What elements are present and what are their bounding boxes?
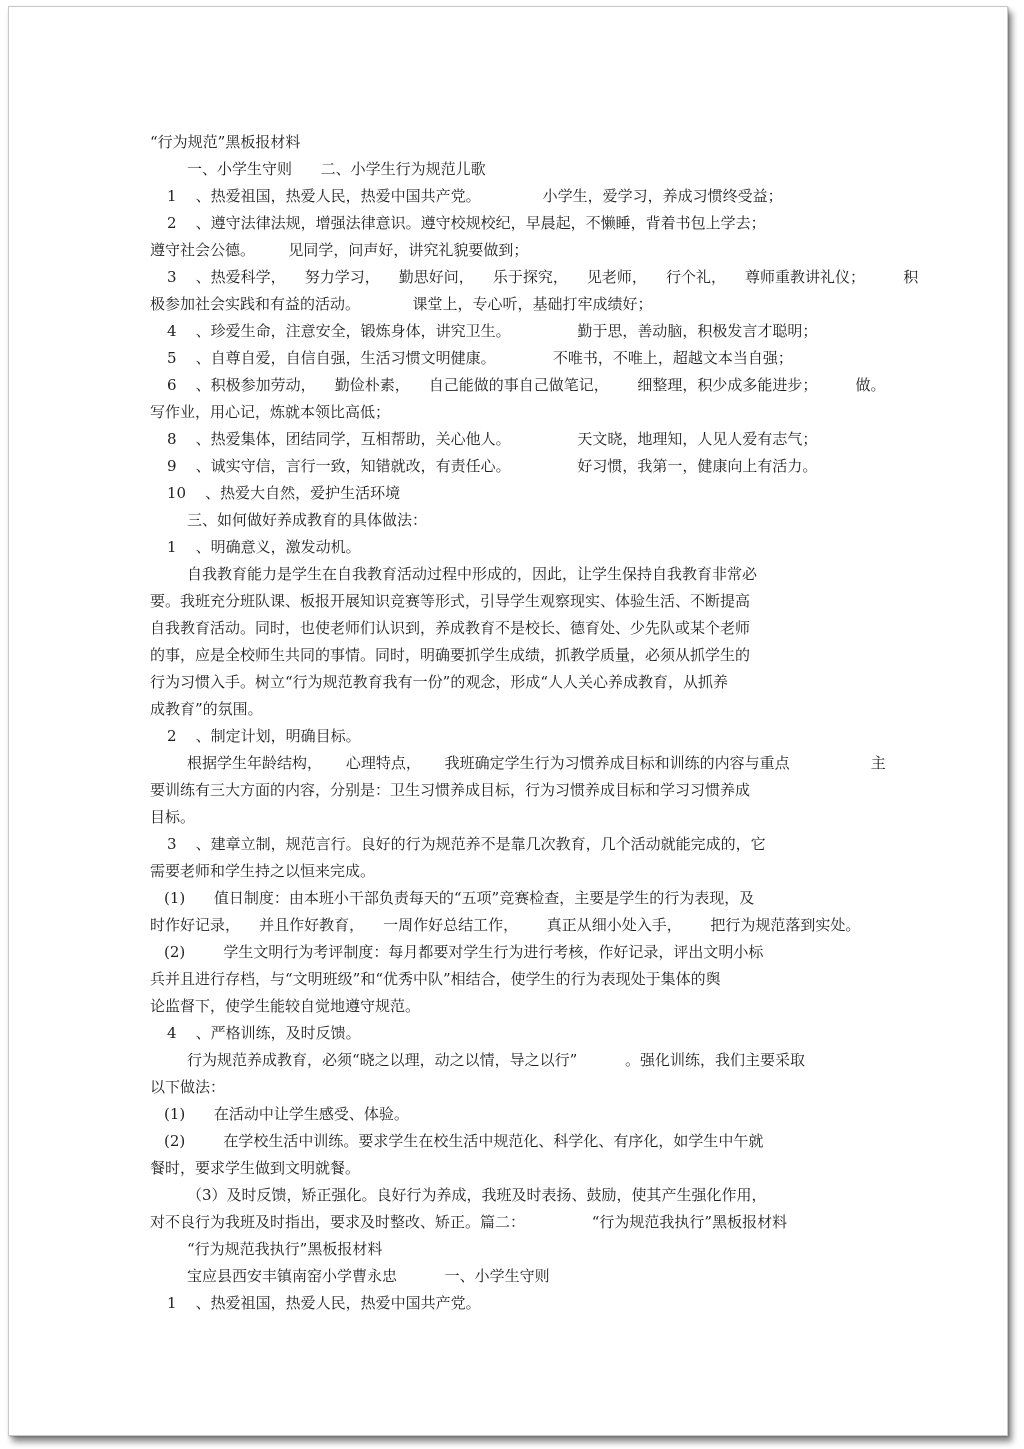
text-line: 自我教育活动。同时，也使老师们认识到，养成教育不是校长、德育处、少先队或某个老师 <box>150 619 751 637</box>
document-page <box>8 6 1008 1436</box>
text-line: 1 、热爱祖国，热爱人民，热爱中国共产党。 小学生，爱学习，养成习惯终受益； <box>167 187 783 205</box>
text-line: 餐时，要求学生做到文明就餐。 <box>150 1159 361 1177</box>
text-line: 行为习惯入手。树立“行为规范教育我有一份”的观念，形成“人人关心养成教育，从抓养 <box>150 673 729 691</box>
text-line: 对不良行为我班及时指出，要求及时整改、矫正。篇二： “行为规范我执行”黑板报材料 <box>150 1213 788 1231</box>
text-line: 5 、自尊自爱，自信自强，生活习惯文明健康。 不唯书，不唯上，超越文本当自强； <box>167 349 793 367</box>
text-line: (1) 在活动中让学生感受、体验。 <box>164 1105 409 1123</box>
text-line: 6 、积极参加劳动， 勤俭朴素， 自己能做的事自己做笔记， 细整理，积少成多能进步； 做。 <box>167 376 886 394</box>
text-line: 1 、明确意义，激发动机。 <box>167 538 361 556</box>
text-line: 3 、热爱科学， 努力学习， 勤思好问， 乐于探究， 见老师， 行个礼， 尊师重教讲礼仪； 积 <box>167 268 919 286</box>
text-line: 时作好记录， 并且作好教育， 一周作好总结工作， 真正从细小处入手， 把行为规范落到实处。 <box>150 916 861 934</box>
text-line: 论监督下，使学生能较自觉地遵守规范。 <box>150 997 421 1015</box>
text-line: (1) 值日制度：由本班小干部负责每天的“五项”竞赛检查，主要是学生的行为表现，及 <box>164 889 755 907</box>
text-line: （3）及时反馈，矫正强化。良好行为养成，我班及时表扬、鼓励，使其产生强化作用， <box>187 1186 767 1204</box>
text-line: 成教育”的氛围。 <box>150 700 263 718</box>
text-line: 自我教育能力是学生在自我教育活动过程中形成的，因此，让学生保持自我教育非常必 <box>187 565 758 583</box>
text-line: 1 、热爱祖国，热爱人民，热爱中国共产党。 <box>167 1294 481 1312</box>
text-line: 宝应县西安丰镇南窑小学曹永忠 一、小学生守则 <box>187 1267 550 1285</box>
text-line: 要。我班充分班队课、板报开展知识竞赛等形式，引导学生观察现实、体验生活、不断提高 <box>150 592 751 610</box>
text-line: 4 、严格训练，及时反馈。 <box>167 1024 361 1042</box>
text-line: 4 、珍爱生命，注意安全，锻炼身体，讲究卫生。 勤于思，善动脑，积极发言才聪明； <box>167 322 818 340</box>
text-line: 遵守社会公德。 见同学，问声好，讲究礼貌要做到； <box>150 241 529 259</box>
text-line: 需要老师和学生持之以恒来完成。 <box>150 862 376 880</box>
text-line: 目标。 <box>150 808 196 826</box>
text-line: (2) 在学校生活中训练。要求学生在校生活中规范化、科学化、有序化，如学生中午就 <box>164 1132 764 1150</box>
text-line: 极参加社会实践和有益的活动。 课堂上，专心听，基础打牢成绩好； <box>150 295 653 313</box>
text-line: 8 、热爱集体，团结同学，互相帮助，关心他人。 天文晓，地理知，人见人爱有志气； <box>167 430 818 448</box>
text-line: 行为规范养成教育，必须“晓之以理，动之以情，导之以行” 。强化训练，我们主要采取 <box>187 1051 806 1069</box>
text-line: 以下做法： <box>150 1078 226 1096</box>
text-line: “行为规范我执行”黑板报材料 <box>187 1240 383 1258</box>
text-line: 9 、诚实守信，言行一致，知错就改，有责任心。 好习惯，我第一，健康向上有活力。 <box>167 457 818 475</box>
text-line: 一、小学生守则 二、小学生行为规范儿歌 <box>187 160 486 178</box>
text-line: (2) 学生文明行为考评制度：每月都要对学生行为进行考核，作好记录，评出文明小标 <box>164 943 764 961</box>
text-line: 的事，应是全校师生共同的事情。同时，明确要抓学生成绩，抓教学质量，必须从抓学生的 <box>150 646 751 664</box>
text-line: 10 、热爱大自然，爱护生活环境 <box>167 484 401 502</box>
text-line: 3 、建章立制，规范言行。良好的行为规范养不是靠几次教育，几个活动就能完成的，它 <box>167 835 766 853</box>
text-line: 写作业，用心记，炼就本领比高低； <box>150 403 391 421</box>
text-line: 根据学生年龄结构， 心理特点， 我班确定学生行为习惯养成目标和训练的内容与重点 主 <box>187 754 886 772</box>
text-line: 2 、遵守法律法规，增强法律意识。遵守校规校纪，早晨起，不懒睡，背着书包上学去； <box>167 214 766 232</box>
text-line: 兵并且进行存档，与“文明班级”和“优秀中队”相结合，使学生的行为表现处于集体的舆 <box>150 970 721 988</box>
text-line: 2 、制定计划，明确目标。 <box>167 727 361 745</box>
text-line: 三、如何做好养成教育的具体做法： <box>187 511 428 529</box>
text-line: “行为规范”黑板报材料 <box>150 133 301 151</box>
text-line: 要训练有三大方面的内容，分别是：卫生习惯养成目标，行为习惯养成目标和学习习惯养成 <box>150 781 751 799</box>
